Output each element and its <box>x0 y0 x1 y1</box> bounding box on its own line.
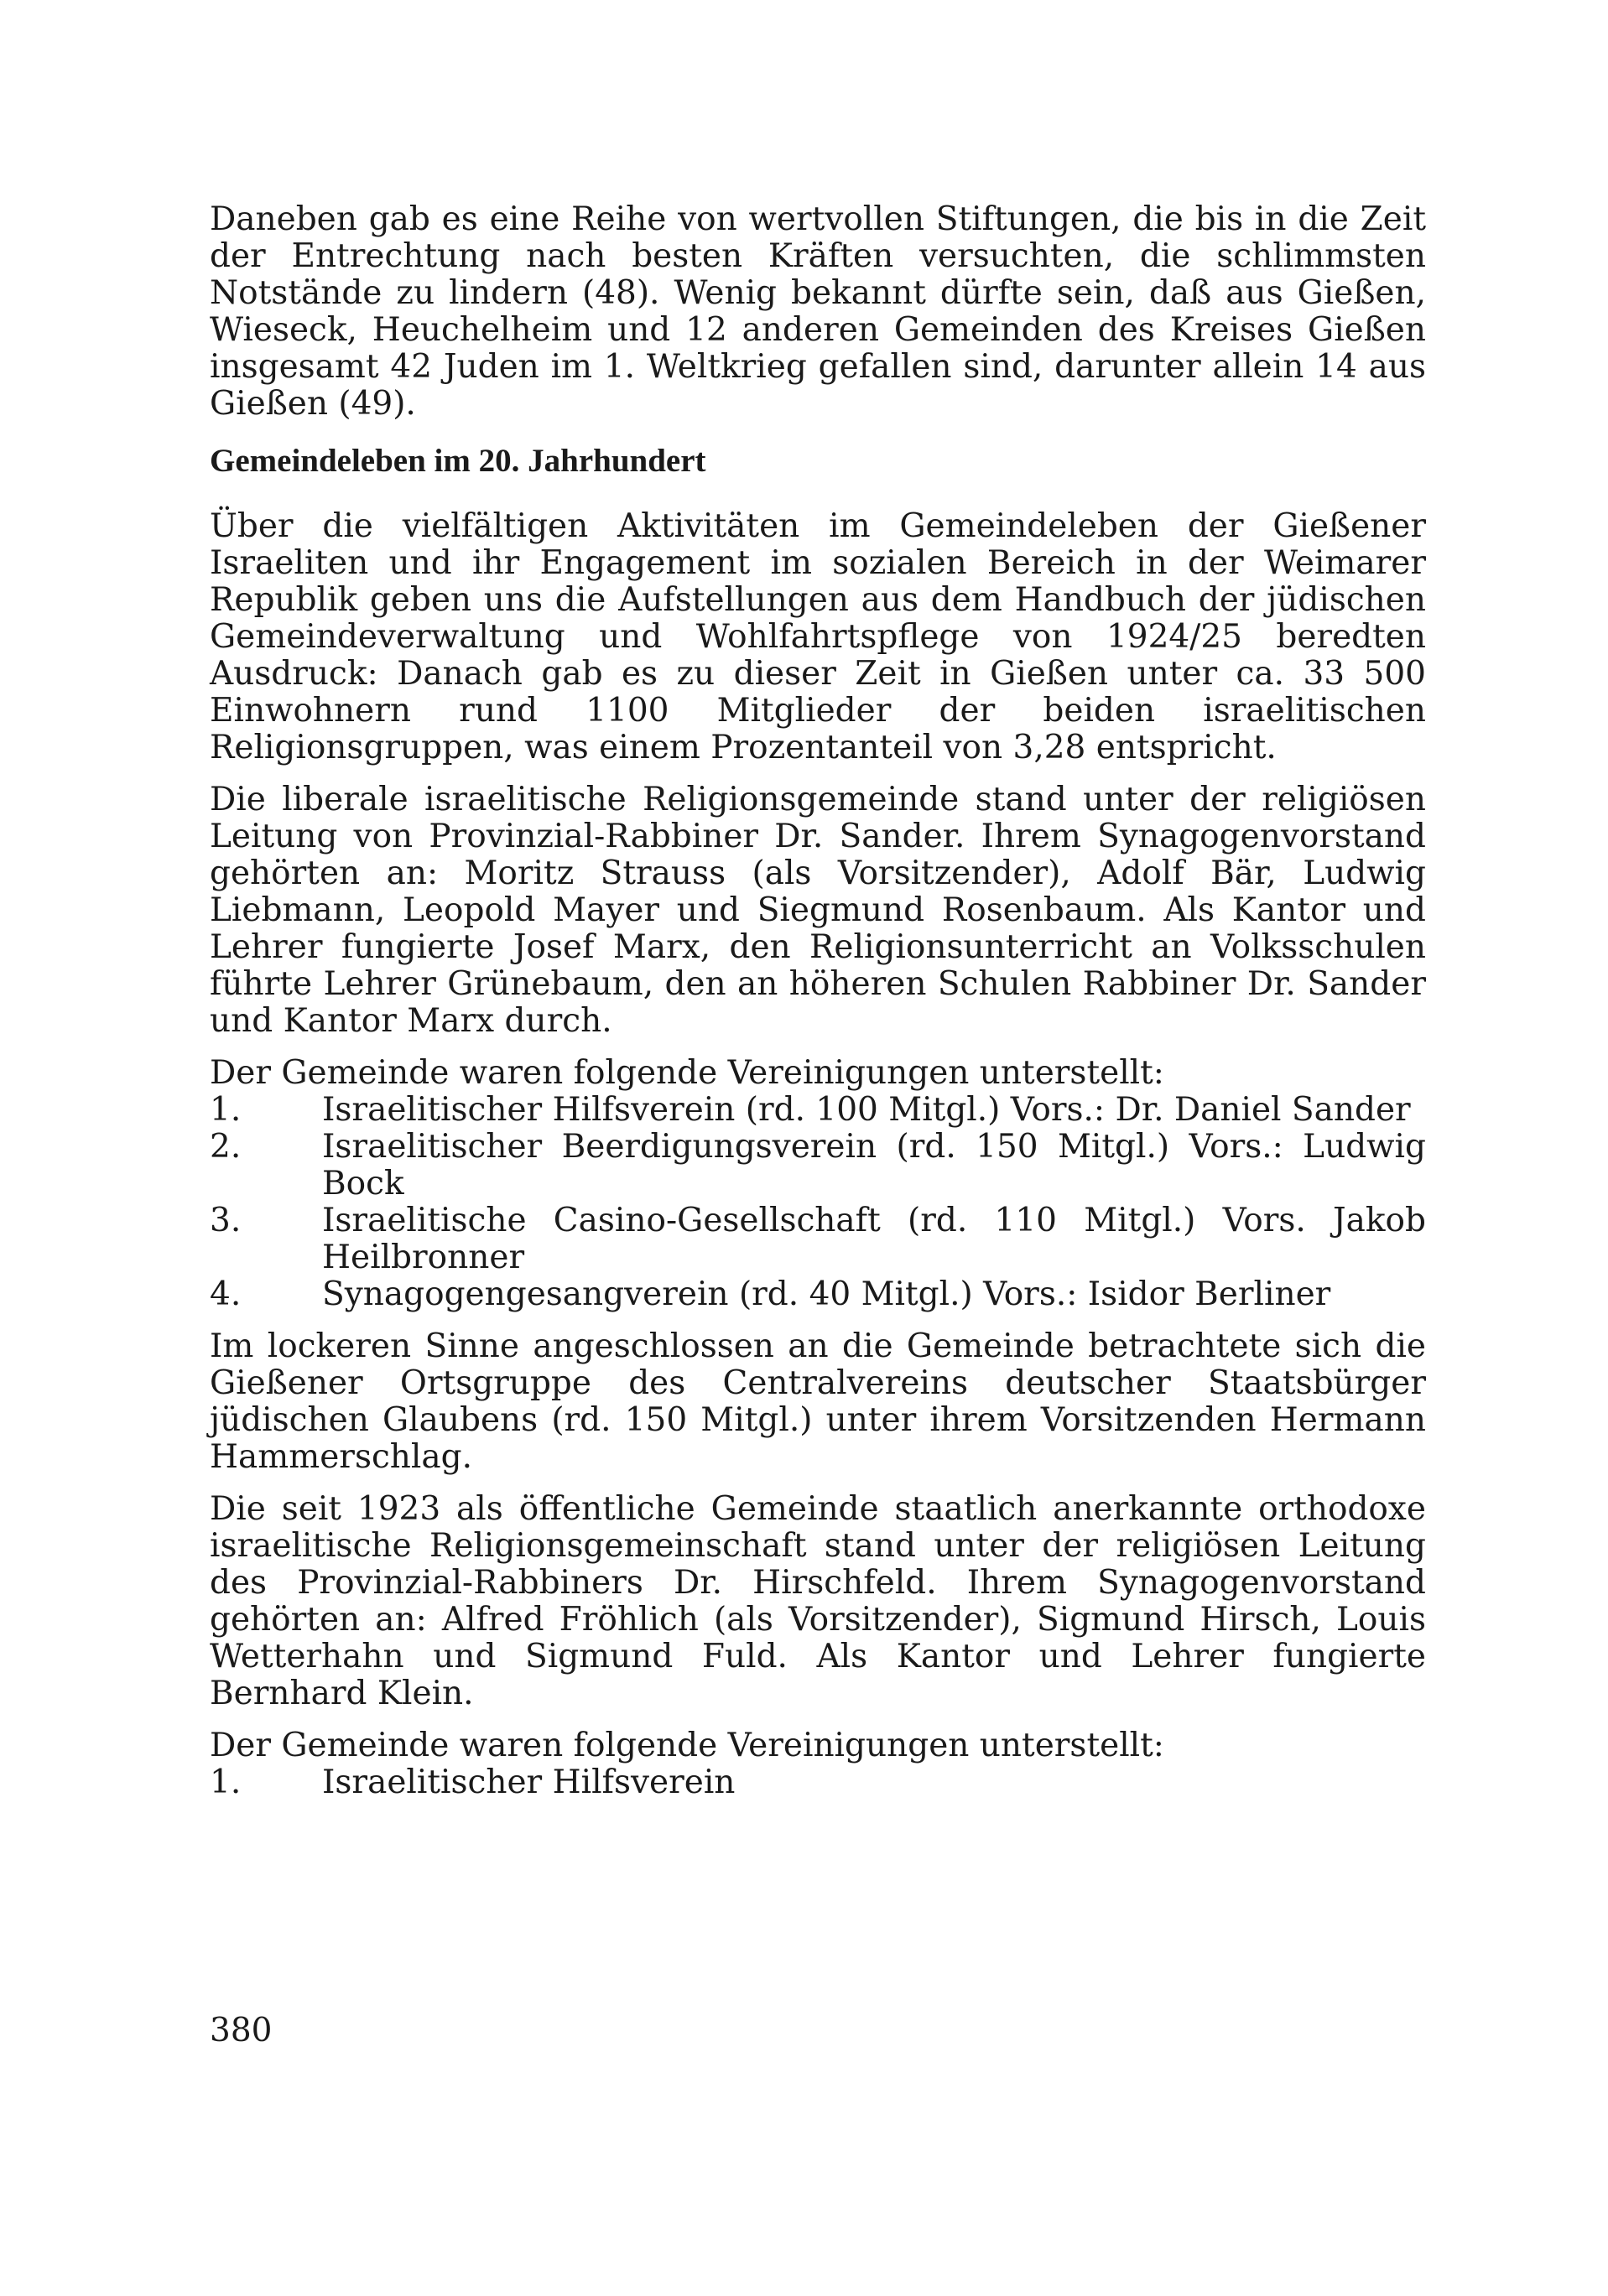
list-item-text: Israelitischer Hilfsverein (rd. 100 Mitgl.) Vors.: Dr. Daniel Sander <box>322 1091 1411 1129</box>
list-item <box>210 1129 1426 1203</box>
paragraph-centralverein: Im lockeren Sinne angeschlossen an die Gemeinde betrachtete sich die Gießener Ortsgruppe des Centralvereins deutscher Staatsbürger jüdischen Glaubens (rd. 150 Mitgl.) unter ihrem Vorsitzenden Hermann Hammerschlag. <box>210 1327 1426 1476</box>
list-item-number: 3. <box>210 1202 242 1239</box>
list-intro-liberal: Der Gemeinde waren folgende Vereinigungen unterstellt: <box>210 1054 1164 1092</box>
list-item <box>210 1092 1426 1129</box>
page-number: 380 <box>210 2012 273 2049</box>
list-item-text: Israelitischer Hilfsverein <box>322 1764 736 1801</box>
list-intro-orthodox: Der Gemeinde waren folgende Vereinigungen unterstellt: <box>210 1727 1164 1764</box>
list-item-text: Synagogengesangverein (rd. 40 Mitgl.) Vors.: Isidor Berliner <box>322 1275 1331 1313</box>
paragraph-foundations: Daneben gab es eine Reihe von wertvollen Stiftungen, die bis in die Zeit der Entrechtung nach besten Kräften versuchten, die schlimmsten Notstände zu lindern (48). Wenig bekannt dürfte sein, daß aus Gießen, Wieseck, Heuchelheim und 12 anderen Gemeinden des Kreises Gießen insgesamt 42 Juden im 1. Weltkrieg gefallen sind, darunter allein 14 aus Gießen (49). <box>210 200 1426 423</box>
list-item <box>210 1276 1426 1313</box>
page-body <box>210 201 1426 1816</box>
list-item-number: 1. <box>210 1091 242 1129</box>
list-item-number: 1. <box>210 1764 242 1801</box>
list-item-text: Israelitischer Beerdigungsverein (rd. 150 Mitgl.) Vors.: Ludwig Bock <box>322 1128 1426 1203</box>
list-item <box>210 1764 1426 1801</box>
list-item-number: 2. <box>210 1128 242 1166</box>
paragraph-orthodox-community: Die seit 1923 als öffentliche Gemeinde staatlich anerkannte orthodoxe israelitische Religionsgemeinschaft stand unter der religiösen Leitung des Provinzial-Rabbiners Dr. Hirschfeld. Ihrem Synagogenvorstand gehörten an: Alfred Fröhlich (als Vorsitzender), Sigmund Hirsch, Louis Wetterhahn und Sigmund Fuld. Als Kantor und Lehrer fungierte Bernhard Klein. <box>210 1490 1426 1712</box>
paragraph-liberal-community: Die liberale israelitische Religionsgemeinde stand unter der religiösen Leitung von Provinzial-Rabbiner Dr. Sander. Ihrem Synagogenvorstand gehörten an: Moritz Strauss (als Vorsitzender), Adolf Bär, Ludwig Liebmann, Leopold Mayer und Siegmund Rosenbaum. Als Kantor und Lehrer fungierte Josef Marx, den Religionsunterricht an Volksschulen führte Lehrer Grünebaum, den an höheren Schulen Rabbiner Dr. Sander und Kantor Marx durch. <box>210 781 1426 1040</box>
list-item-number: 4. <box>210 1275 242 1313</box>
paragraph-community-activities: Über die vielfältigen Aktivitäten im Gemeindeleben der Gießener Israeliten und ihr Engagement im sozialen Bereich in der Weimarer Republik geben uns die Aufstellungen aus dem Handbuch der jüdischen Gemeindeverwaltung und Wohlfahrtspflege von 1924/25 beredten Ausdruck: Danach gab es zu dieser Zeit in Gießen unter ca. 33 500 Einwohnern rund 1100 Mitglieder der beiden israelitischen Religionsgruppen, was einem Prozentanteil von 3,28 entspricht. <box>210 507 1426 766</box>
associations-list-liberal <box>210 1092 1426 1313</box>
section-heading: Gemeindeleben im 20. Jahrhundert <box>210 443 706 479</box>
list-item-text: Israelitische Casino-Gesellschaft (rd. 110 Mitgl.) Vors. Jakob Heilbronner <box>322 1202 1426 1276</box>
list-item <box>210 1203 1426 1276</box>
associations-list-orthodox <box>210 1764 1426 1801</box>
